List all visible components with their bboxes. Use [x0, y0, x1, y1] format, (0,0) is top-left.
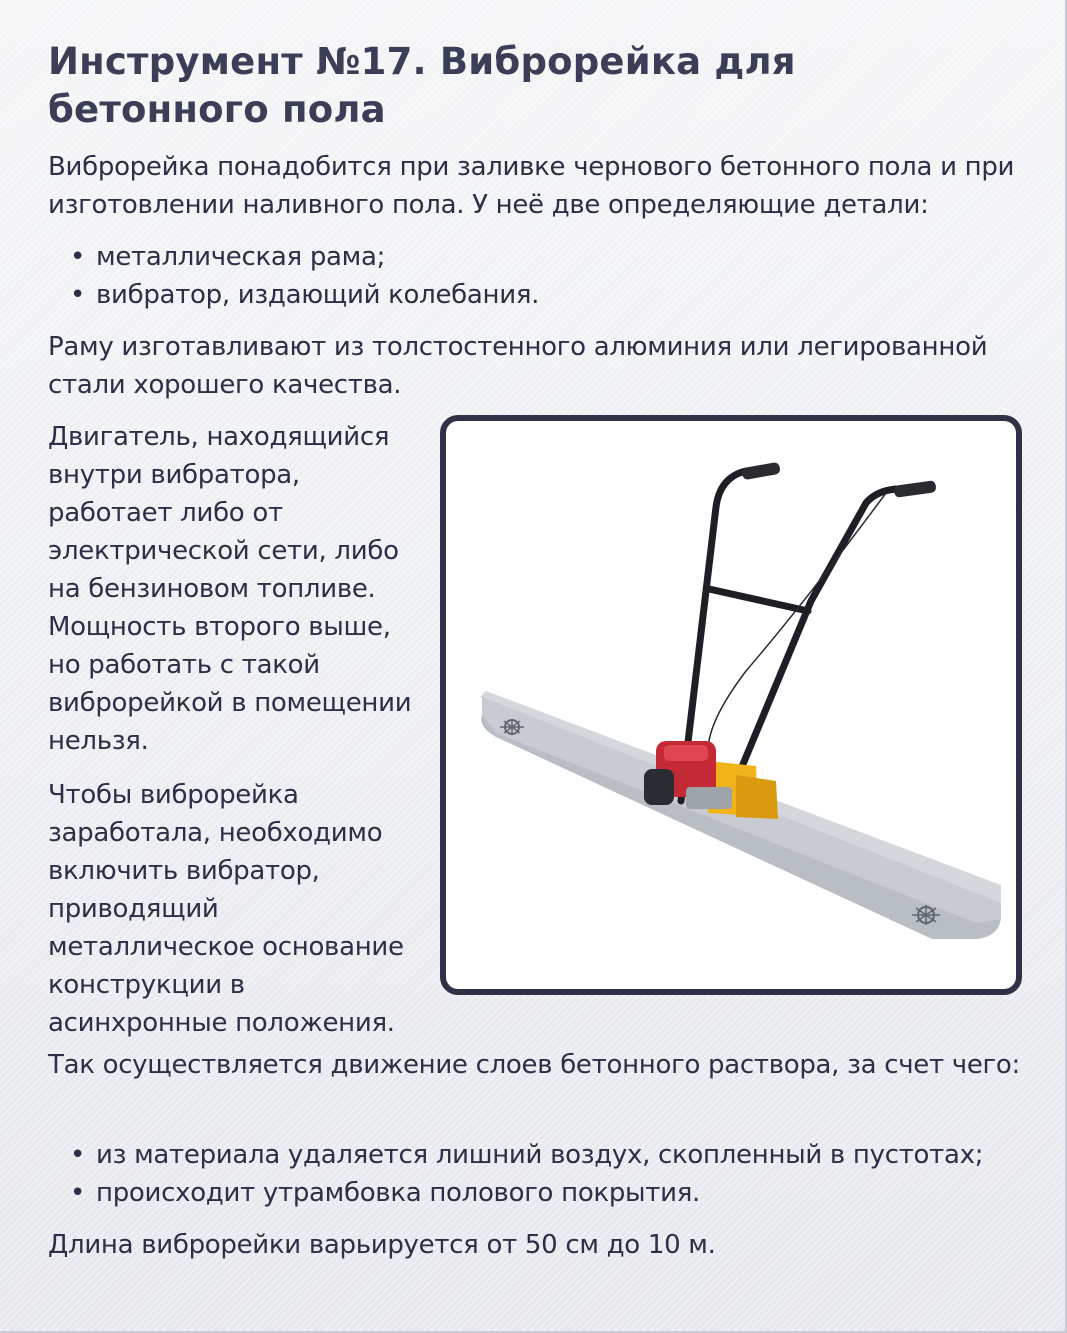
list-item: • происходит утрамбовка полового покрытия. — [70, 1174, 983, 1212]
engine-highlight — [664, 745, 708, 761]
grip-right — [893, 480, 936, 498]
handle-right — [736, 489, 896, 781]
list-item: • вибратор, издающий колебания. — [70, 276, 539, 314]
logo-right — [912, 905, 940, 925]
vibrating-screed-illustration — [446, 421, 1016, 989]
vibrating-screed-photo — [440, 415, 1022, 995]
movement-paragraph: Так осуществляется движение слоев бетонного раствора, за счет чего: — [48, 1050, 1020, 1080]
frame-paragraph: Раму изготавливают из толстостенного алюминия или легированной стали хорошего качества. — [48, 332, 988, 400]
engine-starter — [644, 769, 674, 805]
effects-list — [70, 1136, 983, 1212]
engine-base — [686, 787, 732, 809]
intro-paragraph: Виброрейка понадобится при заливке чернового бетонного пола и при изготовлении наливного пола. У неё две определяющие детали: — [48, 152, 1015, 220]
grip-left — [741, 462, 781, 480]
throttle-cable — [708, 493, 886, 751]
start-paragraph: Чтобы виброрейка заработала, необходимо включить вибратор, приводящий металлическое основание конструкции в асинхронные положения. — [48, 780, 404, 1038]
details-list — [70, 238, 539, 314]
list-item: • металлическая рама; — [70, 238, 539, 276]
mount-bracket-side — [736, 775, 778, 819]
cross-bar — [709, 589, 808, 611]
length-paragraph: Длина виброрейки варьируется от 50 см до 10 м. — [48, 1230, 716, 1260]
engine-paragraph: Двигатель, находящийся внутри вибратора, работает либо от электрической сети, либо на бензиновом топливе. Мощность второго выше, но работать с такой виброрейкой в помещении нельзя. — [48, 422, 412, 756]
list-item: • из материала удаляется лишний воздух, скопленный в пустотах; — [70, 1136, 983, 1174]
page-title: Инструмент №17. Виброрейка для бетонного пола — [48, 40, 796, 131]
